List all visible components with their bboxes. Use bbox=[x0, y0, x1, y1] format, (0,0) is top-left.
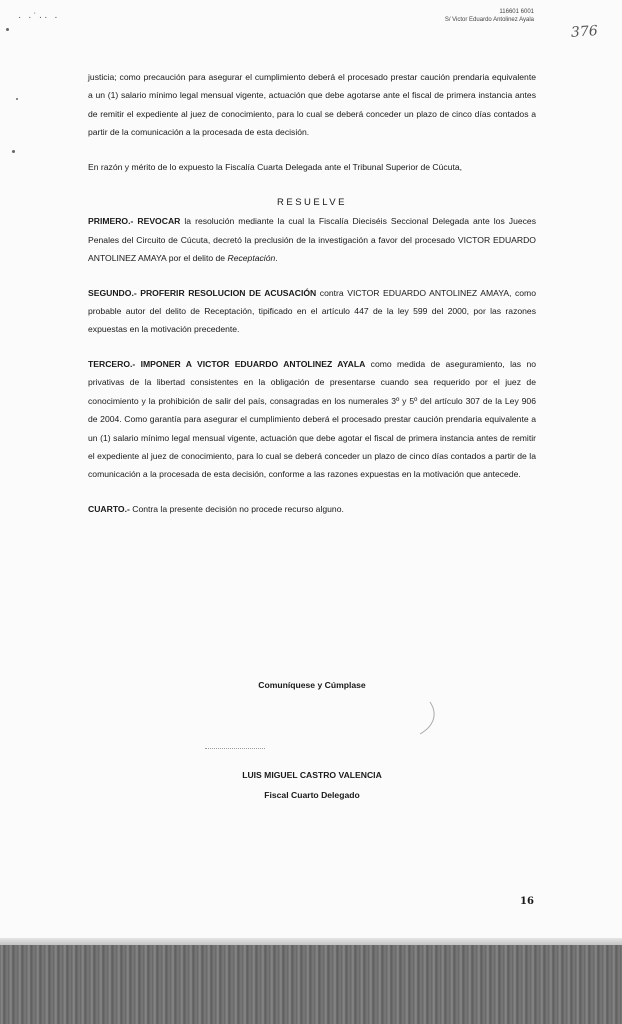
tercero-label: TERCERO.- IMPONER A VICTOR EDUARDO ANTOLINEZ AYALA bbox=[88, 358, 366, 369]
segundo-text: contra VICTOR EDUARDO ANTOLINEZ AMAYA, como probable autor del delito de Receptación, tipificado en el artículo 447 de la ley 599 del 2000, por las razones expuestas en la motivación precedente. bbox=[88, 287, 536, 335]
closing-salutation: Comuníquese y Cúmplase bbox=[258, 680, 366, 690]
signature-stroke bbox=[400, 700, 440, 740]
paragraph-precaution: justicia; como precaución para asegurar el cumplimiento deberá el procesado prestar caución prendaria equivalente a un (1) salario mínimo legal mensual vigente, actuación que debe agotarse ante el fiscal de primera instancia antes de remitir el expediente al juez de conocimiento, para lo cual se deberá conceder un plazo de cinco días contados a partir de la comunicación a la procesada de esta decisión. bbox=[88, 72, 536, 138]
paragraph-segundo bbox=[88, 284, 536, 339]
page-number: 16 bbox=[520, 896, 534, 907]
resuelve-heading: RESUELVE bbox=[277, 197, 347, 209]
cuarto-label: CUARTO.- bbox=[88, 503, 130, 514]
primero-label: PRIMERO.- REVOCAR bbox=[88, 216, 181, 227]
cuarto-text: Contra la presente decisión no procede recurso alguno. bbox=[129, 503, 344, 514]
primero-end: . bbox=[275, 253, 278, 264]
scanner-background bbox=[0, 945, 622, 1024]
paragraph-cuarto bbox=[88, 500, 536, 518]
scan-speck bbox=[12, 150, 15, 153]
segundo-label: SEGUNDO.- PROFERIR RESOLUCION DE ACUSACIÓN bbox=[88, 287, 317, 298]
primero-italic: Receptación bbox=[227, 253, 276, 264]
primero-text: la resolución mediante la cual la Fiscalía Dieciséis Seccional Delegada ante los Jueces Penales del Circuito de Cúcuta, decretó la preclusión de la investigación a favor del procesado VICTOR EDUARDO ANTOLINEZ AMAYA por el delito de bbox=[88, 216, 536, 264]
header-ref-name: S/ Victor Eduardo Antolinez Ayala bbox=[444, 17, 534, 23]
signer-name: LUIS MIGUEL CASTRO VALENCIA bbox=[242, 770, 382, 780]
paragraph-primero bbox=[88, 212, 536, 267]
paragraph-reason: En razón y mérito de lo expuesto la Fiscalía Cuarta Delegada ante el Tribunal Superior de Cúcuta, bbox=[88, 161, 463, 172]
signer-title: Fiscal Cuarto Delegado bbox=[264, 790, 360, 800]
paragraph-tercero bbox=[88, 355, 536, 484]
document-body bbox=[88, 68, 536, 518]
header-ref-number: 116601 6001 bbox=[499, 9, 534, 15]
tercero-text: como medida de aseguramiento, las no privativas de la libertad consistentes en la obligación de presentarse cuando sea requerido por el juez de conocimiento y la prohibición de salir del país, consagradas en los numerales 3º y 5º del artículo 307 de la Ley 906 de 2004. Como garantía para asegurar el cumplimiento deberá el procesado prestar caución prendaria equivalente a un (1) salario mínimo legal mensual vigente, actuación que debe agotar el fiscal de primera instancia antes de remitir el expediente al juez de conocimiento, para lo cual se deberá conceder un plazo de cinco días contados a partir de la comunicación a la procesada de esta decisión, conforme a las razones expuestas en la motivación que antecede. bbox=[88, 358, 536, 480]
scan-speck bbox=[6, 28, 9, 31]
folio-number: 376 bbox=[570, 23, 599, 41]
corner-mark: · ·˙·· · bbox=[18, 12, 60, 23]
signature-mark bbox=[205, 728, 265, 749]
scan-speck bbox=[16, 98, 18, 100]
header-reference bbox=[445, 8, 534, 24]
